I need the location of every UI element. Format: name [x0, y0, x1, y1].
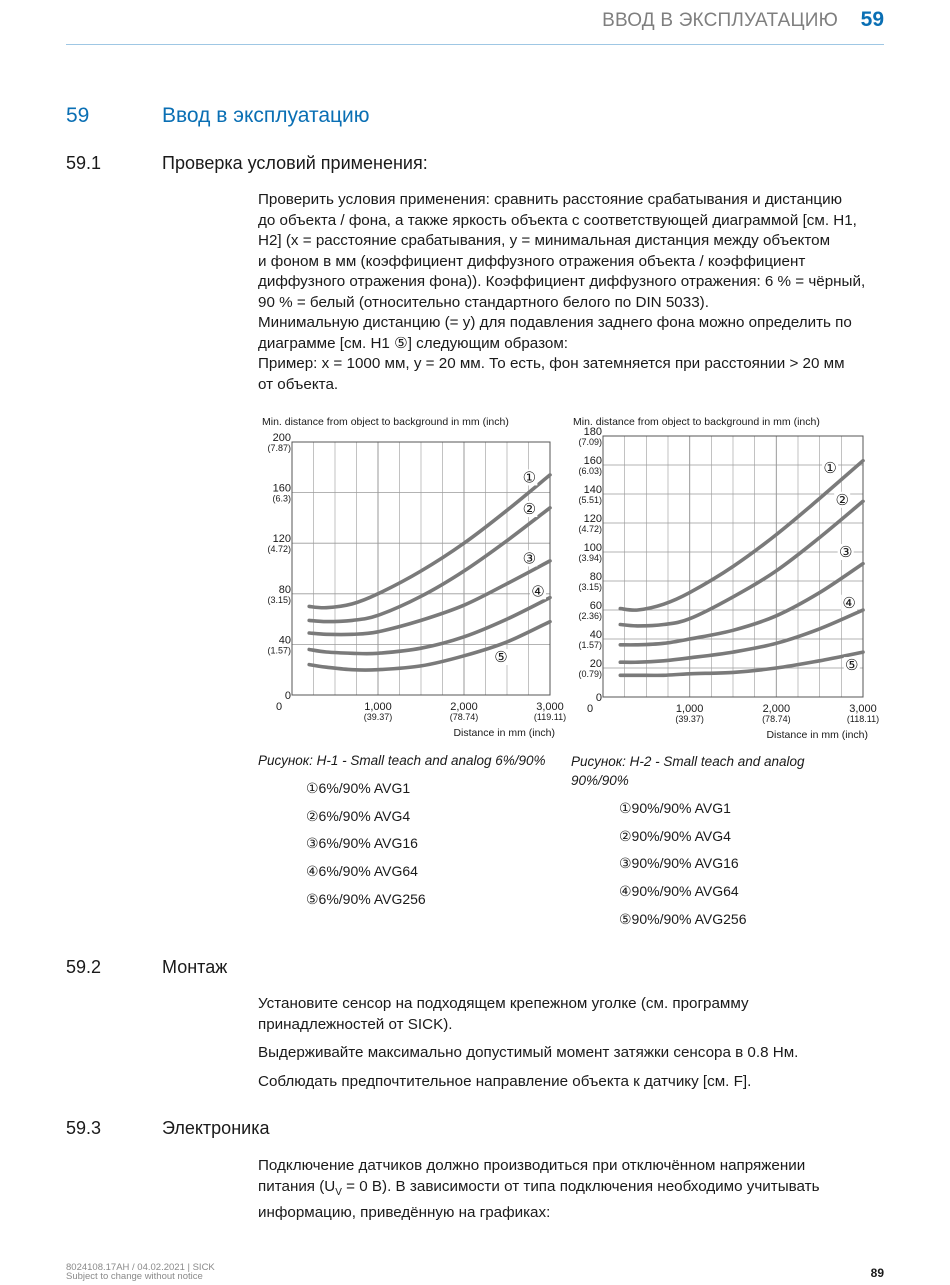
figure-h2-caption-line-1: Рисунок: H-2 - Small teach and analog [571, 754, 805, 769]
subsection-title-3: Электроника [162, 1118, 270, 1138]
legend-item: ⑤6%/90% AVG256 [306, 890, 426, 907]
para-line: Пример: x = 1000 мм, y = 20 мм. То есть, фон затемняется при расстоянии > 20 мм [258, 355, 845, 372]
y-tick-label: 100 [583, 542, 602, 554]
para-line: диаграмме [см. H1 ⑤] следующим образом: [258, 334, 568, 352]
y-tick-label: 200 [272, 432, 291, 444]
y-tick-label: 160 [583, 455, 602, 467]
y-tick-label: 40 [589, 629, 602, 641]
running-header-page: 59 [860, 8, 884, 31]
x-tick-sublabel: (39.37) [675, 714, 704, 724]
y-tick-label: 40 [278, 634, 291, 647]
series-label-2: ② [522, 501, 537, 519]
para-line [258, 1177, 888, 1204]
y-tick-sublabel: (5.51) [578, 495, 602, 505]
x-tick-label: 2,000 [762, 703, 791, 715]
header-rule [66, 44, 884, 45]
y-tick-sublabel: (6.03) [578, 466, 602, 476]
y-tick-label: 160 [272, 482, 291, 495]
legend-item: ④6%/90% AVG64 [306, 863, 418, 880]
mounting-paragraph-2: Выдерживайте максимально допустимый момент затяжки сенсора в 0.8 Нм. [258, 1044, 799, 1061]
figure-h2-caption-line-2: 90%/90% [571, 773, 629, 788]
x-tick-label: 2,000 [450, 701, 478, 713]
x-tick-sublabel: (39.37) [363, 712, 393, 722]
y-tick-sublabel: (7.87) [267, 443, 291, 453]
para-line: и фоном в мм (коэффициент диффузного отражения объекта / коэффициент [258, 252, 806, 270]
legend-item: ①90%/90% AVG1 [619, 800, 731, 816]
figure-h2-legend [619, 800, 746, 938]
series-label-1: ① [522, 469, 537, 487]
footer-doc-id: 8024108.17AH / 04.02.2021 | SICK [66, 1262, 215, 1273]
para-line: 90 % = белый (относительно стандартного белого по DIN 5033). [258, 293, 709, 311]
subsection-number-1: 59.1 [66, 153, 102, 173]
para-line: диффузного отражения фона)). Коэффициент диффузного отражения: 6 % = чёрный, [258, 273, 866, 290]
series-label-3: ③ [838, 544, 853, 561]
series-label-5: ⑤ [845, 657, 859, 675]
para-line: принадлежностей от SICK). [258, 1015, 453, 1033]
y-tick-sublabel: (3.15) [267, 594, 291, 605]
y-tick-label: 80 [589, 571, 602, 583]
para-line: информацию, приведённую на графиках: [258, 1204, 551, 1222]
y-tick-label: 120 [272, 533, 291, 546]
x-tick-sublabel: (78.74) [762, 714, 791, 724]
series-label-3: ③ [522, 550, 537, 568]
series-label-1: ① [823, 459, 837, 477]
x-axis-title: Distance in mm (inch) [766, 729, 868, 741]
footer-document-info [66, 1263, 215, 1281]
y-tick-sublabel: (1.57) [578, 640, 602, 650]
y-tick-label: 140 [583, 484, 602, 496]
y-tick-label: 120 [583, 513, 602, 525]
x-tick-sublabel: (118.11) [846, 714, 880, 724]
text-run: = 0 В). В зависимости от типа подключения необходимо учитывать [341, 1177, 820, 1195]
figure-h2-caption [571, 752, 805, 790]
y-tick-sublabel: (1.57) [267, 645, 291, 656]
y-tick-sublabel: (6.3) [272, 493, 291, 504]
legend-item: ②90%/90% AVG4 [619, 827, 731, 844]
legend-item: ③6%/90% AVG16 [306, 835, 418, 852]
para-line: Подключение датчиков должно производиться при отключённом напряжении [258, 1157, 806, 1174]
y-tick-sublabel: (4.72) [267, 544, 291, 555]
y-tick-label: 80 [278, 583, 291, 596]
para-line: от объекта. [258, 375, 339, 393]
footer-page-number: 89 [870, 1266, 884, 1280]
y-tick-label: 0 [595, 692, 602, 704]
x-tick-sublabel: (119.11) [533, 712, 567, 722]
legend-item: ②6%/90% AVG4 [306, 807, 411, 824]
y-axis-title: Min. distance from object to background in mm (inch) [262, 416, 509, 428]
para-line: Минимальную дистанцию (= y) для подавления заднего фона можно определить по [258, 314, 852, 331]
figure-h1-legend [306, 780, 426, 918]
y-tick-label: 20 [589, 658, 602, 670]
y-tick-label: 180 [583, 426, 602, 438]
y-tick-sublabel: (7.09) [578, 437, 602, 447]
x-tick-label: 0 [586, 703, 594, 715]
y-tick-sublabel: (3.94) [578, 553, 602, 563]
series-label-4: ④ [531, 583, 545, 601]
x-tick-sublabel: (78.74) [449, 712, 479, 722]
subsection-title-1: Проверка условий применения: [162, 153, 428, 173]
mounting-paragraph-3: Соблюдать предпочтительное направление объекта к датчику [см. F]. [258, 1073, 752, 1090]
series-line-3 [309, 561, 550, 635]
series-line-4 [620, 610, 863, 662]
chart-h1 [252, 410, 570, 745]
legend-item: ⑤90%/90% AVG256 [619, 910, 747, 927]
subsection-title-2: Монтаж [162, 957, 228, 977]
x-tick-label: 0 [275, 701, 283, 713]
x-tick-label: 3,000 [849, 703, 877, 715]
x-tick-label: 3,000 [536, 701, 564, 713]
x-axis-title: Distance in mm (inch) [453, 727, 555, 739]
subsection-number-2: 59.2 [66, 957, 102, 977]
legend-item: ④90%/90% AVG64 [619, 883, 739, 900]
running-header-title: ВВОД В ЭКСПЛУАТАЦИЮ [602, 10, 838, 31]
electronics-paragraph [258, 1156, 888, 1224]
footer-notice: Subject to change without notice [66, 1271, 203, 1282]
series-line-1 [309, 475, 550, 608]
application-conditions-text [258, 190, 888, 395]
y-tick-label: 0 [284, 690, 291, 702]
para-line: Установите сенсор на подходящем крепежном уголке (см. программу [258, 995, 749, 1012]
x-tick-label: 1,000 [364, 701, 392, 713]
para-line: H2] (x = расстояние срабатывания, y = минимальная дистанция между объектом [258, 232, 831, 249]
para-line: до объекта / фона, а также яркость объекта с соответствующей диаграммой [см. H1, [258, 211, 857, 229]
subscript-v: V [335, 1186, 342, 1198]
y-tick-sublabel: (2.36) [578, 611, 602, 621]
y-tick-label: 60 [589, 600, 602, 612]
section-title: Ввод в эксплуатацию [162, 104, 370, 127]
series-label-2: ② [835, 491, 849, 509]
subsection-number-3: 59.3 [66, 1118, 102, 1138]
section-number: 59 [66, 104, 90, 127]
mounting-paragraph-1 [258, 994, 888, 1035]
figure-h1-caption: Рисунок: H-1 - Small teach and analog 6%/90% [258, 753, 546, 768]
y-tick-sublabel: (3.15) [578, 582, 602, 592]
series-label-5: ⑤ [494, 649, 508, 667]
text-run: питания (U [258, 1177, 336, 1195]
para-line: Проверить условия применения: сравнить расстояние срабатывания и дистанцию [258, 191, 842, 208]
y-axis-title: Min. distance from object to background in mm (inch) [573, 416, 820, 428]
legend-item: ③90%/90% AVG16 [619, 855, 739, 872]
series-line-3 [620, 564, 863, 645]
x-tick-label: 1,000 [675, 703, 704, 715]
y-tick-sublabel: (4.72) [578, 524, 602, 534]
chart-h2 [566, 410, 888, 745]
legend-item: ①6%/90% AVG1 [306, 780, 411, 796]
y-tick-sublabel: (0.79) [578, 669, 602, 679]
series-label-4: ④ [842, 594, 856, 612]
series-line-5 [620, 652, 863, 675]
